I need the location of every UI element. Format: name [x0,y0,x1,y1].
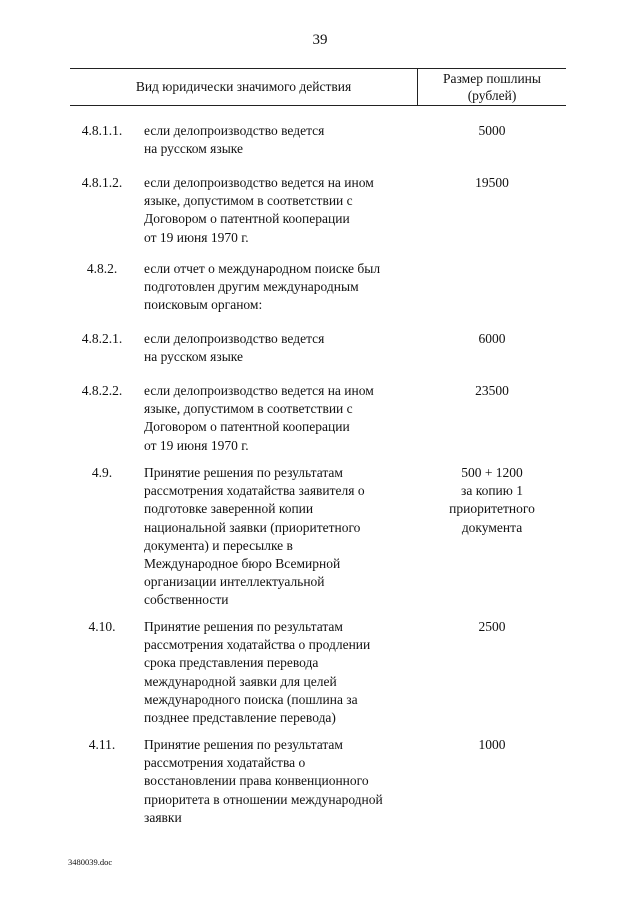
row-description [144,382,416,455]
row-number: 4.11. [88,737,116,752]
row-description [144,330,416,366]
row-number: 4.8.2.1. [81,331,123,346]
header-fee-column [418,70,566,104]
description-line: Принятие решения по результатам [144,619,343,634]
row-number: 4.9. [91,465,113,480]
row-fee [418,464,566,537]
description-line: подготовлен другим международным [144,279,359,295]
description-line: если отчет о международном поиске был [144,261,381,276]
row-description [144,736,416,827]
description-line: если делопроизводство ведется [144,123,325,138]
description-line: рассмотрения ходатайства о продлении [144,637,371,653]
description-line: на русском языке [144,141,244,157]
fee-line: приоритетного [449,501,535,517]
description-line: восстановлении права конвенционного [144,773,369,789]
fee-line: документа [461,519,523,535]
table-header [70,68,566,106]
row-description [144,122,416,158]
row-fee [418,382,566,400]
description-line: Договором о патентной кооперации [144,211,350,227]
page-number: 39 [312,32,328,48]
fee-line: 2500 [478,619,506,634]
row-description [144,618,416,727]
description-line: поисковым органом: [144,297,263,313]
row-description [144,260,416,315]
fee-line: 500 + 1200 [461,465,523,480]
description-line: если делопроизводство ведется на ином [144,175,374,190]
row-number: 4.8.2. [86,261,118,276]
description-line: языке, допустимом в соответствии с [144,401,353,417]
description-line: международной заявки для целей [144,673,337,689]
row-number: 4.8.1.2. [81,175,123,190]
description-line: если делопроизводство ведется на ином [144,383,374,398]
description-line: позднее представление перевода) [144,710,336,726]
description-line: Принятие решения по результатам [144,737,343,752]
fee-line: 23500 [475,383,509,398]
description-line: если делопроизводство ведется [144,331,325,346]
description-line: собственности [144,592,229,608]
fee-line: 1000 [478,737,506,752]
description-line: на русском языке [144,349,244,365]
description-line: Договором о патентной кооперации [144,419,350,435]
row-number: 4.8.1.1. [81,123,123,138]
row-fee [418,122,566,140]
description-line: рассмотрения ходатайства о [144,755,306,771]
row-fee [418,618,566,636]
description-line: подготовке заверенной копии [144,501,314,517]
description-line: срока представления перевода [144,655,319,671]
description-line: рассмотрения ходатайства заявителя о [144,483,365,499]
fee-line: за копию 1 [461,483,523,499]
header-fee-line: (рублей) [467,88,517,103]
row-number: 4.8.2.2. [81,383,123,398]
fee-line: 6000 [478,331,506,346]
description-line: международного поиска (пошлина за [144,691,358,707]
description-line: организации интеллектуальной [144,574,325,590]
description-line: документа) и пересылке в [144,537,293,553]
row-fee [418,174,566,192]
description-line: от 19 июня 1970 г. [144,229,249,245]
description-line: Международное бюро Всемирной [144,556,341,572]
row-fee [418,330,566,348]
header-fee-line: Размер пошлины [443,71,541,86]
description-line: приоритета в отношении международной [144,791,383,807]
row-number: 4.10. [88,619,116,634]
description-line: национальной заявки (приоритетного [144,519,361,535]
description-line: заявки [144,809,182,825]
row-fee [418,736,566,754]
description-line: от 19 июня 1970 г. [144,437,249,453]
footer-file-reference: 3480039.doc [68,857,113,867]
description-line: языке, допустимом в соответствии с [144,193,353,209]
row-description [144,174,416,247]
fee-line: 19500 [475,175,509,190]
description-line: Принятие решения по результатам [144,465,343,480]
fee-line: 5000 [478,123,506,138]
row-description [144,464,416,610]
header-action-column: Вид юридически значимого действия [135,79,352,94]
